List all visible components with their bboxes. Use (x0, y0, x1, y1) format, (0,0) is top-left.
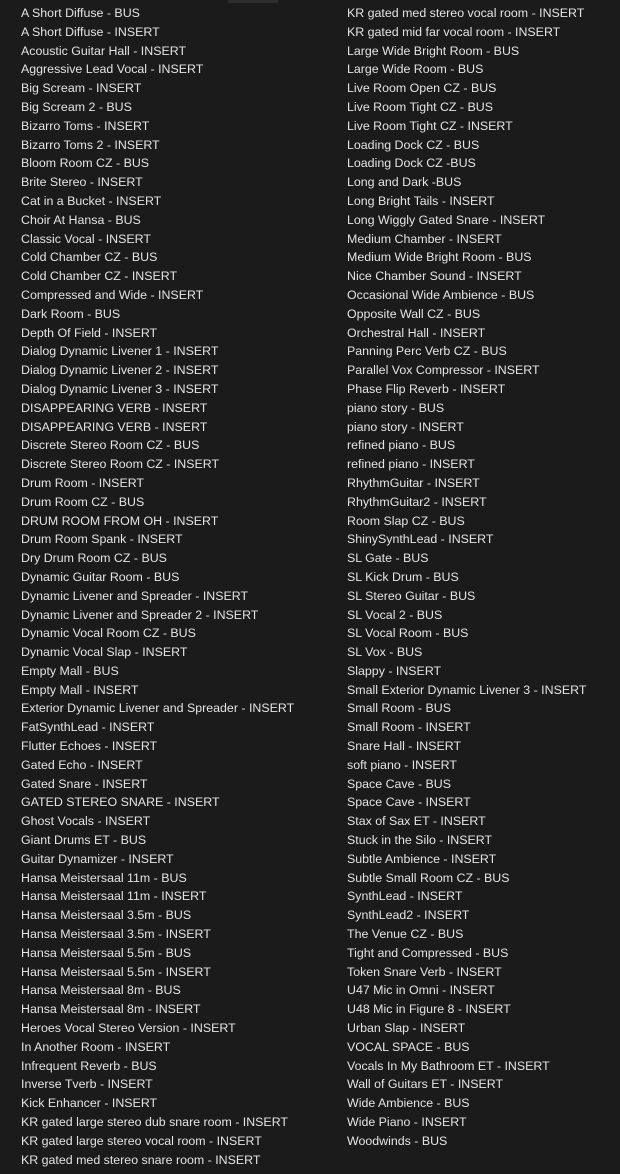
preset-menu-item[interactable]: Nice Chamber Sound - INSERT (347, 269, 522, 284)
preset-menu-item[interactable]: U47 Mic in Omni - INSERT (347, 983, 495, 998)
preset-menu-item[interactable]: Dynamic Vocal Room CZ - BUS (21, 626, 196, 641)
preset-menu-item[interactable]: The Venue CZ - BUS (347, 927, 464, 942)
preset-menu-item[interactable]: SL Vocal 2 - BUS (347, 607, 443, 622)
preset-menu-item[interactable]: refined piano - BUS (347, 438, 456, 453)
preset-menu-item[interactable]: Hansa Meistersaal 8m - INSERT (21, 1002, 201, 1017)
preset-menu-item[interactable]: SL Kick Drum - BUS (347, 569, 459, 584)
preset-menu-item[interactable]: Live Room Open CZ - BUS (347, 81, 497, 96)
preset-menu-item[interactable]: SL Stereo Guitar - BUS (347, 588, 476, 603)
preset-menu-item[interactable]: Long Wiggly Gated Snare - INSERT (347, 212, 546, 227)
preset-menu-item[interactable]: Dynamic Livener and Spreader - INSERT (21, 588, 249, 603)
preset-menu-item[interactable]: RhythmGuitar - INSERT (347, 475, 480, 490)
preset-menu-item[interactable]: Stuck in the Silo - INSERT (347, 833, 493, 848)
preset-menu-item[interactable]: U48 Mic in Figure 8 - INSERT (347, 1002, 511, 1017)
menu-top-edge (228, 0, 278, 3)
preset-menu-item[interactable]: Bizarro Toms - INSERT (21, 118, 150, 133)
preset-menu-item[interactable]: Gated Echo - INSERT (21, 757, 143, 772)
preset-menu-item[interactable]: Slappy - INSERT (347, 663, 442, 678)
preset-menu-item[interactable]: Heroes Vocal Stereo Version - INSERT (21, 1021, 236, 1036)
preset-menu-item[interactable]: Small Room - INSERT (347, 720, 471, 735)
preset-menu-item[interactable]: Woodwinds - BUS (347, 1133, 448, 1148)
preset-menu-item[interactable]: Exterior Dynamic Livener and Spreader - INSERT (21, 701, 295, 716)
preset-menu-item[interactable]: Dark Room - BUS (21, 306, 121, 321)
preset-menu-item[interactable]: Space Cave - BUS (347, 776, 451, 791)
preset-menu-item[interactable]: Gated Snare - INSERT (21, 776, 148, 791)
preset-menu-item[interactable]: Cat in a Bucket - INSERT (21, 193, 162, 208)
preset-list-right (347, 4, 617, 1151)
preset-menu-item[interactable]: Big Scream - INSERT (21, 81, 142, 96)
preset-menu-item[interactable]: Subtle Ambience - INSERT (347, 851, 497, 866)
preset-menu-item[interactable]: Live Room Tight CZ - INSERT (347, 118, 513, 133)
preset-menu-item[interactable]: Discrete Stereo Room CZ - BUS (21, 438, 200, 453)
preset-menu-item[interactable]: Dynamic Livener and Spreader 2 - INSERT (21, 607, 259, 622)
preset-menu-item[interactable]: Hansa Meistersaal 11m - INSERT (21, 889, 207, 904)
preset-menu-item[interactable]: Wall of Guitars ET - INSERT (347, 1077, 504, 1092)
preset-menu-item[interactable]: Loading Dock CZ - BUS (347, 137, 480, 152)
preset-menu-item[interactable]: Drum Room - INSERT (21, 475, 145, 490)
preset-menu-item[interactable]: Tight and Compressed - BUS (347, 945, 509, 960)
preset-menu-item[interactable]: GATED STEREO SNARE - INSERT (21, 795, 220, 810)
preset-menu-item[interactable]: KR gated large stereo dub snare room - INSERT (21, 1115, 288, 1130)
preset-menu-item[interactable]: Kick Enhancer - INSERT (21, 1096, 158, 1111)
preset-menu-item[interactable]: A Short Diffuse - BUS (21, 6, 140, 20)
preset-menu-item[interactable]: Giant Drums ET - BUS (21, 833, 147, 848)
preset-menu-item[interactable]: Small Exterior Dynamic Livener 3 - INSERT (347, 682, 587, 697)
preset-menu-item[interactable]: Subtle Small Room CZ - BUS (347, 870, 510, 885)
preset-menu-item[interactable]: Inverse Tverb - INSERT (21, 1077, 153, 1092)
preset-menu-item[interactable]: Cold Chamber CZ - INSERT (21, 269, 178, 284)
preset-menu-item[interactable]: KR gated mid far vocal room - INSERT (347, 24, 561, 39)
preset-menu-item[interactable]: Stax of Sax ET - INSERT (347, 814, 486, 829)
preset-menu-item[interactable]: Large Wide Bright Room - BUS (347, 43, 520, 58)
preset-menu-item[interactable]: In Another Room - INSERT (21, 1039, 171, 1054)
preset-menu-item[interactable]: VOCAL SPACE - BUS (347, 1039, 470, 1054)
preset-menu-item[interactable]: Dialog Dynamic Livener 2 - INSERT (21, 363, 219, 378)
preset-menu-item[interactable]: Dialog Dynamic Livener 1 - INSERT (21, 344, 219, 359)
preset-menu-item[interactable]: FatSynthLead - INSERT (21, 720, 155, 735)
preset-list-left (21, 4, 341, 1169)
preset-menu-item[interactable]: SL Gate - BUS (347, 551, 429, 566)
preset-menu-item[interactable]: Brite Stereo - INSERT (21, 175, 143, 190)
preset-menu-item[interactable]: Long Bright Tails - INSERT (347, 193, 495, 208)
preset-menu-item[interactable]: Opposite Wall CZ - BUS (347, 306, 481, 321)
preset-menu-item[interactable]: Dynamic Vocal Slap - INSERT (21, 645, 188, 660)
preset-menu-item[interactable]: RhythmGuitar2 - INSERT (347, 494, 487, 509)
preset-menu-item[interactable]: Discrete Stereo Room CZ - INSERT (21, 457, 220, 472)
preset-menu-item[interactable]: DISAPPEARING VERB - INSERT (21, 419, 208, 434)
preset-menu-item[interactable]: Occasional Wide Ambience - BUS (347, 287, 535, 302)
preset-menu-item[interactable]: Phase Flip Reverb - INSERT (347, 381, 506, 396)
preset-menu-item[interactable]: SynthLead - INSERT (347, 889, 463, 904)
preset-menu-item[interactable]: DRUM ROOM FROM OH - INSERT (21, 513, 219, 528)
preset-menu-item[interactable]: Cold Chamber CZ - BUS (21, 250, 158, 265)
preset-menu-item[interactable]: Drum Room CZ - BUS (21, 494, 145, 509)
preset-menu-item[interactable]: Long and Dark -BUS (347, 175, 462, 190)
preset-menu-item[interactable]: Empty Mall - INSERT (21, 682, 139, 697)
preset-menu-item[interactable]: piano story - BUS (347, 400, 445, 415)
preset-menu-item[interactable]: Dialog Dynamic Livener 3 - INSERT (21, 381, 219, 396)
preset-menu-item[interactable]: Classic Vocal - INSERT (21, 231, 151, 246)
preset-menu-item[interactable]: Room Slap CZ - BUS (347, 513, 465, 528)
preset-menu-item[interactable]: Acoustic Guitar Hall - INSERT (21, 43, 187, 58)
preset-menu-item[interactable]: A Short Diffuse - INSERT (21, 24, 160, 39)
preset-menu-item[interactable]: refined piano - INSERT (347, 457, 475, 472)
preset-menu-item[interactable]: Infrequent Reverb - BUS (21, 1058, 157, 1073)
preset-menu-item[interactable]: Hansa Meistersaal 3.5m - INSERT (21, 927, 211, 942)
preset-menu-item[interactable]: Bizarro Toms 2 - INSERT (21, 137, 160, 152)
preset-menu-item[interactable]: Urban Slap - INSERT (347, 1021, 466, 1036)
preset-menu-item[interactable]: KR gated med stereo vocal room - INSERT (347, 6, 585, 20)
preset-menu-item[interactable]: Aggressive Lead Vocal - INSERT (21, 62, 204, 77)
preset-menu-item[interactable]: SL Vox - BUS (347, 645, 423, 660)
preset-menu-item[interactable]: Flutter Echoes - INSERT (21, 739, 158, 754)
preset-menu-item[interactable]: Big Scream 2 - BUS (21, 99, 132, 114)
preset-menu-item[interactable]: DISAPPEARING VERB - INSERT (21, 400, 208, 415)
preset-menu-item[interactable]: ShinySynthLead - INSERT (347, 532, 494, 547)
preset-menu-item[interactable]: Space Cave - INSERT (347, 795, 471, 810)
preset-menu-item[interactable]: Drum Room Spank - INSERT (21, 532, 183, 547)
preset-menu-item[interactable]: Medium Chamber - INSERT (347, 231, 502, 246)
preset-menu-item[interactable]: Hansa Meistersaal 5.5m - INSERT (21, 964, 211, 979)
preset-menu-item[interactable]: Loading Dock CZ -BUS (347, 156, 476, 171)
preset-menu-item[interactable]: Depth Of Field - INSERT (21, 325, 158, 340)
preset-menu-item[interactable]: Vocals In My Bathroom ET - INSERT (347, 1058, 550, 1073)
preset-menu-item[interactable]: KR gated large stereo vocal room - INSERT (21, 1133, 262, 1148)
preset-menu-item[interactable]: KR gated med stereo snare room - INSERT (21, 1152, 261, 1167)
preset-menu-item[interactable]: Hansa Meistersaal 5.5m - BUS (21, 945, 192, 960)
preset-menu-item[interactable]: Panning Perc Verb CZ - BUS (347, 344, 507, 359)
preset-menu-item[interactable]: Choir At Hansa - BUS (21, 212, 141, 227)
preset-menu-item[interactable]: piano story - INSERT (347, 419, 464, 434)
preset-menu-item[interactable]: Hansa Meistersaal 8m - BUS (21, 983, 181, 998)
preset-menu-item[interactable]: Bloom Room CZ - BUS (21, 156, 150, 171)
preset-menu-item[interactable]: Wide Piano - INSERT (347, 1115, 467, 1130)
preset-menu-item[interactable]: Live Room Tight CZ - BUS (347, 99, 493, 114)
preset-menu-item[interactable]: Hansa Meistersaal 11m - BUS (21, 870, 187, 885)
preset-menu-item[interactable]: Parallel Vox Compressor - INSERT (347, 363, 540, 378)
preset-menu-item[interactable]: Large Wide Room - BUS (347, 62, 484, 77)
preset-menu-item[interactable]: Ghost Vocals - INSERT (21, 814, 151, 829)
preset-menu-item[interactable]: Medium Wide Bright Room - BUS (347, 250, 532, 265)
preset-menu-item[interactable]: Empty Mall - BUS (21, 663, 119, 678)
preset-menu-item[interactable]: Token Snare Verb - INSERT (347, 964, 502, 979)
preset-menu-item[interactable]: SynthLead2 - INSERT (347, 908, 470, 923)
preset-menu-item[interactable]: Guitar Dynamizer - INSERT (21, 851, 174, 866)
preset-menu-item[interactable]: Hansa Meistersaal 3.5m - BUS (21, 908, 192, 923)
preset-menu-item[interactable]: Snare Hall - INSERT (347, 739, 462, 754)
preset-menu-item[interactable]: Dry Drum Room CZ - BUS (21, 551, 167, 566)
preset-menu-item[interactable]: Orchestral Hall - INSERT (347, 325, 486, 340)
preset-menu-item[interactable]: Wide Ambience - BUS (347, 1096, 470, 1111)
preset-menu-item[interactable]: SL Vocal Room - BUS (347, 626, 469, 641)
preset-menu-item[interactable]: Compressed and Wide - INSERT (21, 287, 204, 302)
preset-menu-item[interactable]: Small Room - BUS (347, 701, 451, 716)
preset-menu-item[interactable]: soft piano - INSERT (347, 757, 457, 772)
preset-menu-item[interactable]: Dynamic Guitar Room - BUS (21, 569, 180, 584)
